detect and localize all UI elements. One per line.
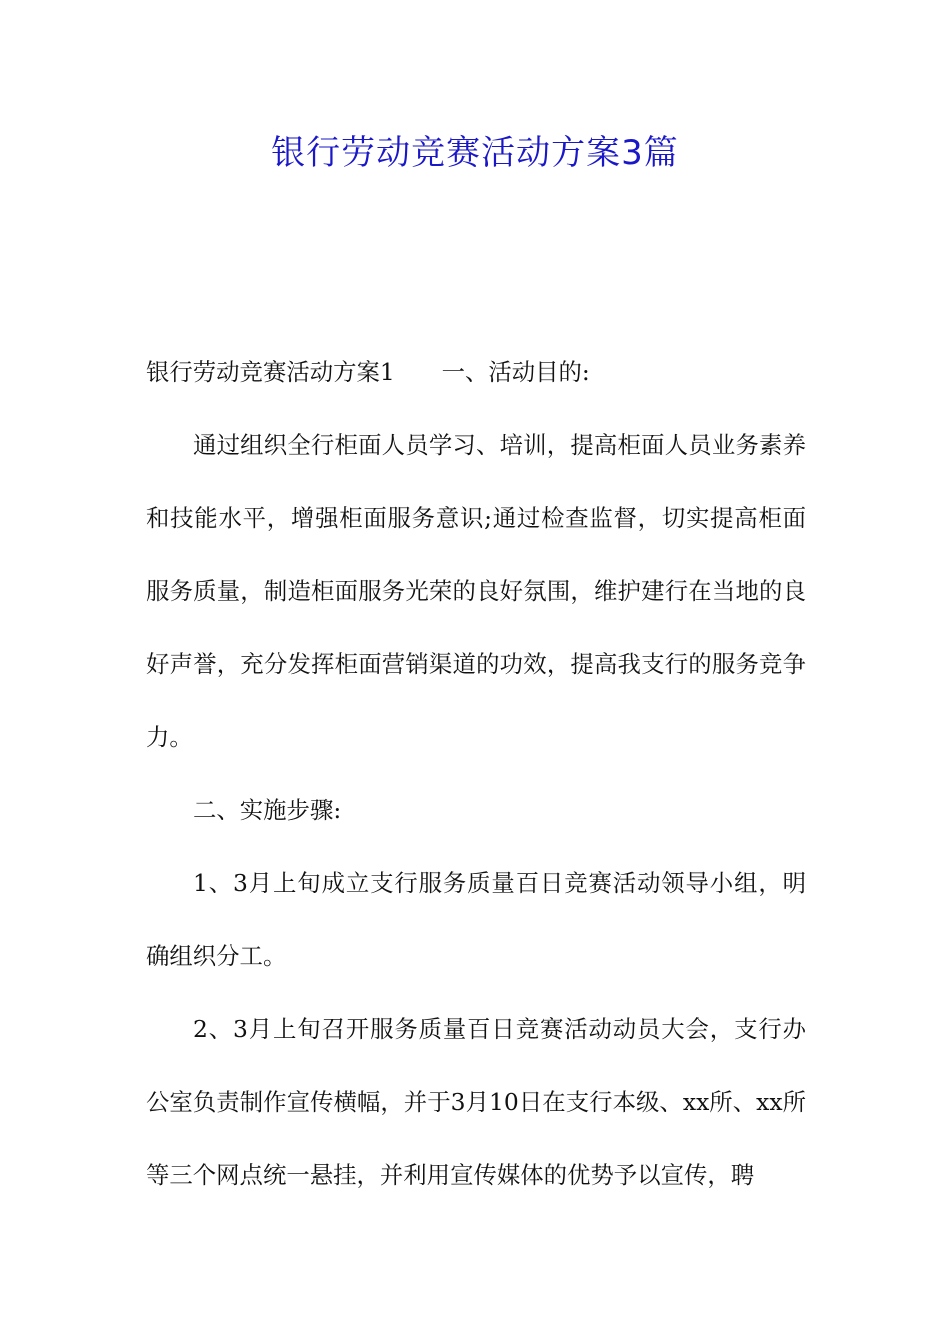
document-title: 银行劳动竞赛活动方案3篇 (271, 133, 679, 173)
paragraph-purpose: 通过组织全行柜面人员学习、培训，提高柜面人员业务素养和技能水平，增强柜面服务意识;通过检查监督，切实提高柜面服务质量，制造柜面服务光荣的良好氛围，维护建行在当地的良好声誉，充分发挥柜面营销渠道的功效，提高我支行的服务竞争力。 (146, 431, 806, 751)
paragraph-step-2: 2、3月上旬召开服务质量百日竞赛活动动员大会，支行办公室负责制作宣传横幅，并于3月10日在支行本级、xx所、xx所等三个网点统一悬挂，并利用宣传媒体的优势予以宣传，聘 (146, 1015, 806, 1189)
paragraph-step-1: 1、3月上旬成立支行服务质量百日竞赛活动领导小组，明确组织分工。 (146, 869, 806, 970)
paragraph-steps-heading: 二、实施步骤: (193, 796, 342, 824)
paragraph-heading-line: 银行劳动竞赛活动方案1 一、活动目的: (146, 358, 590, 386)
document-body (146, 336, 806, 1212)
